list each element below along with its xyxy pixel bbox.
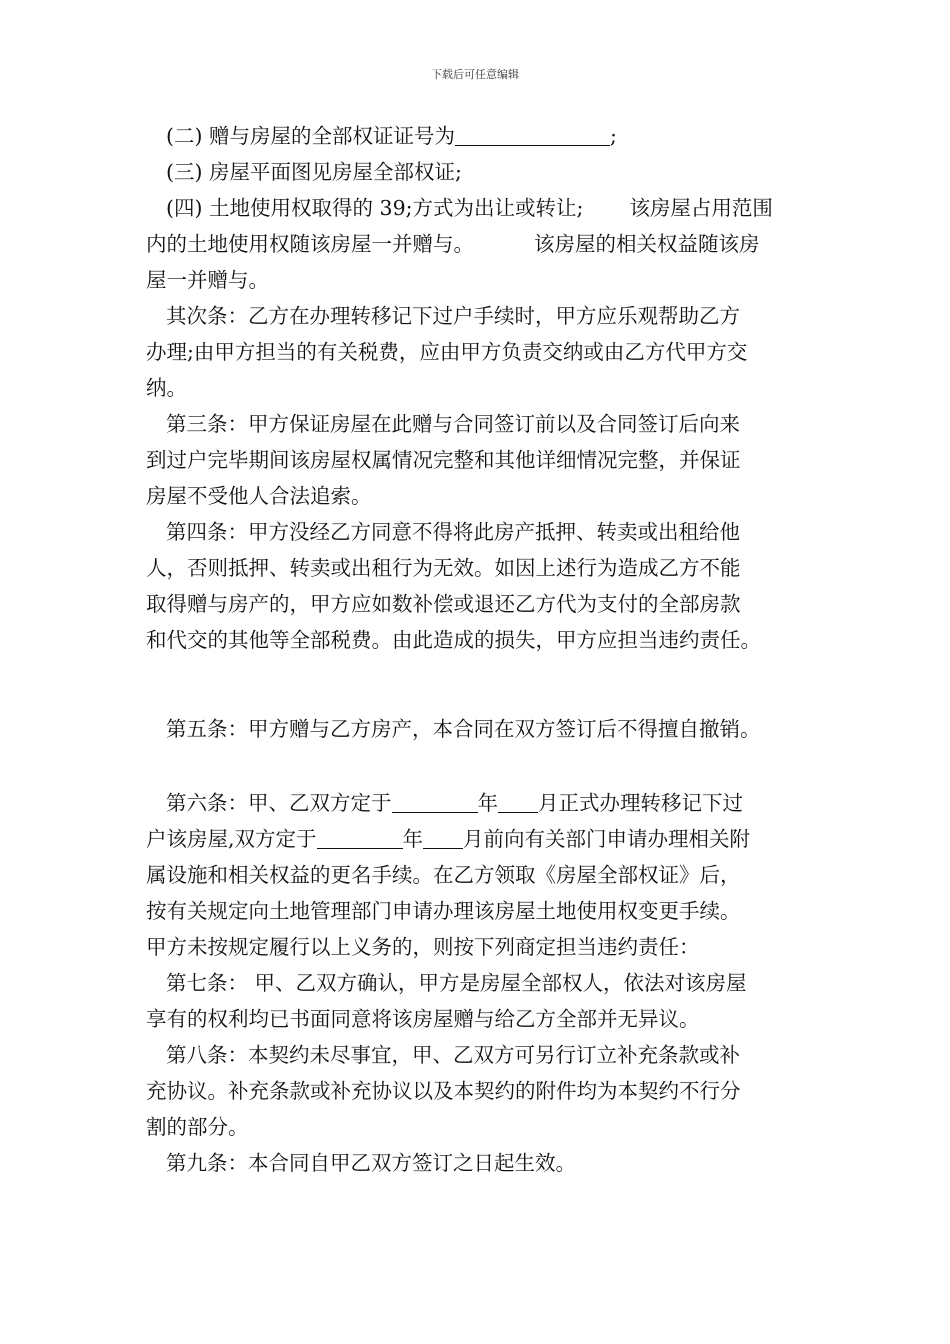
- page-header-note: 下载后可任意编辑: [431, 68, 519, 81]
- month-blank-2: [423, 824, 463, 849]
- article-6-text-b: 月正式办理转移记下过: [538, 791, 743, 815]
- article-4-line-2: 人，否则抵押、转卖或出租行为无效。如因上述行为造成乙方不能: [146, 556, 741, 580]
- article-2-line-1: 其次条：乙方在办理转移记下过户手续时，甲方应乐观帮助乙方: [166, 304, 740, 328]
- clause-4-text-a: (四) 土地使用权取得的 39;方式为出让或转让;: [166, 196, 584, 220]
- article-8-line-2: 充协议。补充条款或补充协议以及本契约的附件均为本契约不行分: [146, 1079, 741, 1103]
- year-blank-2: [317, 824, 403, 849]
- clause-4-line-3: 屋一并赠与。: [146, 268, 269, 292]
- contract-body: [146, 118, 826, 658]
- article-6-text-a: 第六条：甲、乙双方定于: [166, 791, 392, 815]
- article-6-text-d: 月前向有关部门申请办理相关附: [463, 827, 751, 851]
- article-5-line-1: 第五条：甲方赠与乙方房产，本合同在双方签订后不得擅自撤销。: [166, 717, 761, 741]
- article-6-text-c: 户该房屋,双方定于: [146, 827, 317, 851]
- article-4-line-1: 第四条：甲方没经乙方同意不得将此房产抵押、转卖或出租给他: [166, 520, 740, 544]
- clause-2-text: (二) 赠与房屋的全部权证证号为: [166, 124, 456, 148]
- year-label-2: 年: [402, 827, 424, 851]
- article-4-line-4: 和代交的其他等全部税费。由此造成的损失，甲方应担当违约责任。: [146, 628, 761, 652]
- article-8-line-3: 割的部分。: [146, 1115, 249, 1139]
- articles-6-to-9: [146, 785, 826, 1181]
- clause-4-line-2: [146, 226, 826, 262]
- article-4-line-3: 取得赠与房产的，甲方应如数补偿或退还乙方代为支付的全部房款: [146, 592, 741, 616]
- article-9-line-1: 第九条：本合同自甲乙双方签订之日起生效。: [166, 1151, 576, 1175]
- certificate-number-blank: [455, 121, 610, 146]
- clause-2: [146, 118, 826, 154]
- article-7-line-2: 享有的权利均已书面同意将该房屋赠与给乙方全部并无异议。: [146, 1007, 700, 1031]
- article-8-line-1: 第八条：本契约未尽事宜，甲、乙双方可另行订立补充条款或补: [166, 1043, 740, 1067]
- article-3-line-3: 房屋不受他人合法追索。: [146, 484, 372, 508]
- clause-4-text-b: 该房屋占用范围: [629, 196, 773, 220]
- article-6-line-2: [146, 821, 826, 857]
- month-blank-1: [498, 788, 538, 813]
- clause-3: (三) 房屋平面图见房屋全部权证;: [166, 160, 462, 184]
- article-3-line-2: 到过户完毕期间该房屋权属情况完整和其他详细情况完整，并保证: [146, 448, 741, 472]
- article-7-line-1: 第七条： 甲、乙双方确认，甲方是房屋全部权人，依法对该房屋: [166, 971, 747, 995]
- clause-4-text-c: 内的土地使用权随该房屋一并赠与。: [146, 232, 474, 256]
- article-2-line-2: 办理;由甲方担当的有关税费，应由甲方负责交纳或由乙方代甲方交: [146, 340, 748, 364]
- article-3-line-1: 第三条：甲方保证房屋在此赠与合同签订前以及合同签订后向来: [166, 412, 740, 436]
- clause-2-end: ;: [610, 124, 617, 148]
- article-2-line-3: 纳。: [146, 376, 187, 400]
- clause-4-line-1: [146, 190, 826, 226]
- clause-4-text-d: 该房屋的相关权益随该房: [534, 232, 760, 256]
- article-6-line-3: 属设施和相关权益的更名手续。在乙方领取《房屋全部权证》后，: [146, 863, 741, 887]
- year-blank-1: [392, 788, 478, 813]
- year-label-1: 年: [477, 791, 498, 815]
- article-6-line-4: 按有关规定向土地管理部门申请办理该房屋土地使用权变更手续。: [146, 899, 741, 923]
- article-6-line-5: 甲方未按规定履行以上义务的，则按下列商定担当违约责任：: [146, 935, 700, 959]
- article-6-line-1: [146, 785, 826, 821]
- article-5: [146, 711, 826, 747]
